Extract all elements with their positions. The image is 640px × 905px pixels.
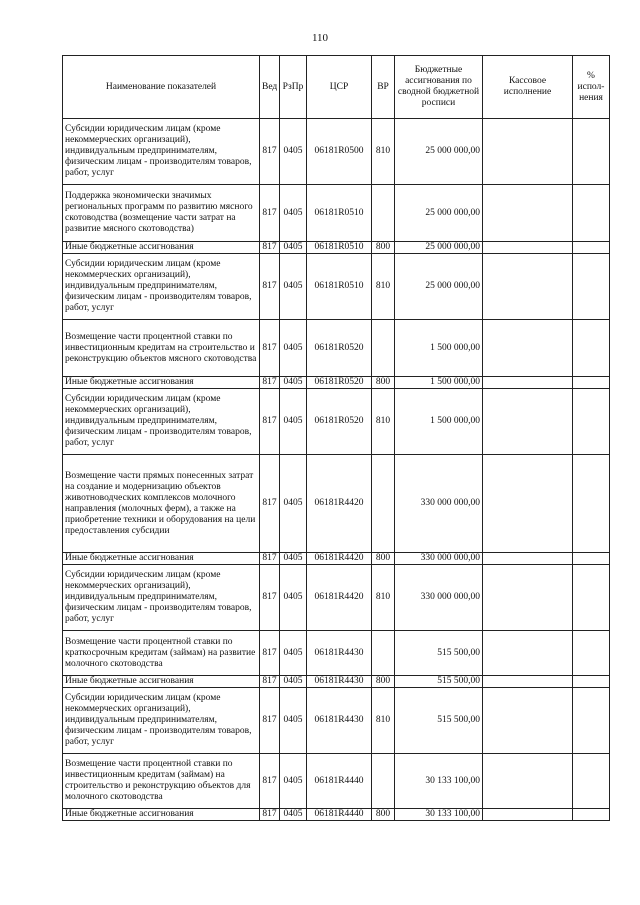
table-row xyxy=(63,553,610,565)
cell-budget: 1 500 000,00 xyxy=(395,320,483,377)
cell-ved: 817 xyxy=(260,377,280,389)
cell-vr: 800 xyxy=(372,676,395,688)
cell-ved: 817 xyxy=(260,565,280,631)
cell-rzpr: 0405 xyxy=(280,553,307,565)
cell-rzpr: 0405 xyxy=(280,119,307,185)
cell-name: Иные бюджетные ассигнования xyxy=(63,377,260,389)
cell-cash xyxy=(483,565,573,631)
cell-csr: 06181R0500 xyxy=(307,119,372,185)
cell-cash xyxy=(483,455,573,553)
cell-percent xyxy=(573,809,610,821)
cell-name: Возмещение части процентной ставки по краткосрочным кредитам (займам) на развитие молочного скотоводства xyxy=(63,631,260,676)
table-row xyxy=(63,688,610,754)
header-percent: % испол-нения xyxy=(573,56,610,119)
cell-percent xyxy=(573,389,610,455)
table-row xyxy=(63,185,610,242)
cell-name: Иные бюджетные ассигнования xyxy=(63,809,260,821)
cell-budget: 330 000 000,00 xyxy=(395,455,483,553)
cell-cash xyxy=(483,377,573,389)
cell-rzpr: 0405 xyxy=(280,185,307,242)
cell-budget: 515 500,00 xyxy=(395,631,483,676)
header-ved: Вед xyxy=(260,56,280,119)
header-csr: ЦСР xyxy=(307,56,372,119)
table-row xyxy=(63,242,610,254)
cell-ved: 817 xyxy=(260,688,280,754)
cell-csr: 06181R0510 xyxy=(307,254,372,320)
cell-budget: 30 133 100,00 xyxy=(395,809,483,821)
cell-rzpr: 0405 xyxy=(280,809,307,821)
cell-vr: 810 xyxy=(372,119,395,185)
cell-csr: 06181R4440 xyxy=(307,809,372,821)
cell-rzpr: 0405 xyxy=(280,242,307,254)
cell-name: Субсидии юридическим лицам (кроме некоммерческих организаций), индивидуальным предпринимателям, физическим лицам - производителям товаров, работ, услуг xyxy=(63,565,260,631)
table-row xyxy=(63,676,610,688)
cell-percent xyxy=(573,185,610,242)
cell-cash xyxy=(483,254,573,320)
cell-percent xyxy=(573,377,610,389)
header-vr: ВР xyxy=(372,56,395,119)
cell-budget: 330 000 000,00 xyxy=(395,553,483,565)
cell-percent xyxy=(573,254,610,320)
cell-vr: 800 xyxy=(372,553,395,565)
header-cash: Кассовое исполнение xyxy=(483,56,573,119)
cell-percent xyxy=(573,455,610,553)
page-number: 110 xyxy=(311,32,329,44)
cell-vr: 810 xyxy=(372,389,395,455)
cell-cash xyxy=(483,676,573,688)
cell-csr: 06181R0510 xyxy=(307,242,372,254)
cell-rzpr: 0405 xyxy=(280,631,307,676)
cell-name: Субсидии юридическим лицам (кроме некоммерческих организаций), индивидуальным предпринимателям, физическим лицам - производителям товаров, работ, услуг xyxy=(63,119,260,185)
cell-ved: 817 xyxy=(260,389,280,455)
cell-csr: 06181R4430 xyxy=(307,688,372,754)
cell-rzpr: 0405 xyxy=(280,754,307,809)
cell-vr: 810 xyxy=(372,254,395,320)
table-row xyxy=(63,754,610,809)
cell-name: Субсидии юридическим лицам (кроме некоммерческих организаций), индивидуальным предпринимателям, физическим лицам - производителям товаров, работ, услуг xyxy=(63,688,260,754)
cell-percent xyxy=(573,553,610,565)
table-row xyxy=(63,455,610,553)
cell-cash xyxy=(483,389,573,455)
cell-cash xyxy=(483,553,573,565)
header-name: Наименование показателей xyxy=(63,56,260,119)
cell-csr: 06181R0520 xyxy=(307,389,372,455)
cell-budget: 1 500 000,00 xyxy=(395,377,483,389)
cell-ved: 817 xyxy=(260,242,280,254)
cell-ved: 817 xyxy=(260,631,280,676)
cell-rzpr: 0405 xyxy=(280,254,307,320)
header-row xyxy=(63,56,610,119)
cell-cash xyxy=(483,754,573,809)
cell-budget: 25 000 000,00 xyxy=(395,254,483,320)
cell-csr: 06181R4430 xyxy=(307,631,372,676)
cell-ved: 817 xyxy=(260,676,280,688)
cell-budget: 25 000 000,00 xyxy=(395,119,483,185)
cell-budget: 30 133 100,00 xyxy=(395,754,483,809)
cell-ved: 817 xyxy=(260,553,280,565)
cell-vr: 800 xyxy=(372,809,395,821)
cell-name: Возмещение части прямых понесенных затрат на создание и модернизацию объектов животноводческих комплексов молочного направления (молочных ферм), а также на приобретение техники и оборудования на цели предоставления субсидии xyxy=(63,455,260,553)
cell-csr: 06181R0520 xyxy=(307,320,372,377)
table-row xyxy=(63,119,610,185)
cell-ved: 817 xyxy=(260,809,280,821)
cell-name: Иные бюджетные ассигнования xyxy=(63,242,260,254)
cell-budget: 25 000 000,00 xyxy=(395,242,483,254)
cell-percent xyxy=(573,119,610,185)
header-rzpr: РзПр xyxy=(280,56,307,119)
cell-csr: 06181R0520 xyxy=(307,377,372,389)
cell-csr: 06181R4420 xyxy=(307,553,372,565)
cell-budget: 1 500 000,00 xyxy=(395,389,483,455)
cell-vr xyxy=(372,754,395,809)
cell-cash xyxy=(483,631,573,676)
cell-csr: 06181R4420 xyxy=(307,455,372,553)
cell-budget: 515 500,00 xyxy=(395,688,483,754)
cell-percent xyxy=(573,565,610,631)
cell-vr xyxy=(372,185,395,242)
cell-percent xyxy=(573,688,610,754)
table-row xyxy=(63,809,610,821)
cell-name: Возмещение части процентной ставки по инвестиционным кредитам на строительство и реконструкцию объектов мясного скотоводства xyxy=(63,320,260,377)
cell-rzpr: 0405 xyxy=(280,688,307,754)
table-row xyxy=(63,631,610,676)
cell-rzpr: 0405 xyxy=(280,320,307,377)
cell-ved: 817 xyxy=(260,320,280,377)
cell-vr: 800 xyxy=(372,242,395,254)
table-row xyxy=(63,389,610,455)
cell-rzpr: 0405 xyxy=(280,377,307,389)
header-budget: Бюджетные ассигнования по сводной бюджетной росписи xyxy=(395,56,483,119)
cell-budget: 515 500,00 xyxy=(395,676,483,688)
cell-budget: 25 000 000,00 xyxy=(395,185,483,242)
cell-rzpr: 0405 xyxy=(280,565,307,631)
cell-percent xyxy=(573,676,610,688)
table-row xyxy=(63,565,610,631)
cell-csr: 06181R4420 xyxy=(307,565,372,631)
cell-vr xyxy=(372,320,395,377)
cell-cash xyxy=(483,688,573,754)
cell-rzpr: 0405 xyxy=(280,389,307,455)
cell-cash xyxy=(483,242,573,254)
cell-name: Иные бюджетные ассигнования xyxy=(63,676,260,688)
cell-name: Поддержка экономически значимых региональных программ по развитию мясного скотоводства (возмещение части затрат на развитие мясного скотоводства) xyxy=(63,185,260,242)
cell-name: Возмещение части процентной ставки по инвестиционным кредитам (займам) на строительство и реконструкцию объектов для молочного скотоводства xyxy=(63,754,260,809)
cell-csr: 06181R0510 xyxy=(307,185,372,242)
cell-csr: 06181R4430 xyxy=(307,676,372,688)
cell-rzpr: 0405 xyxy=(280,676,307,688)
cell-percent xyxy=(573,631,610,676)
cell-csr: 06181R4440 xyxy=(307,754,372,809)
cell-cash xyxy=(483,809,573,821)
cell-name: Субсидии юридическим лицам (кроме некоммерческих организаций), индивидуальным предпринимателям, физическим лицам - производителям товаров, работ, услуг xyxy=(63,389,260,455)
cell-name: Иные бюджетные ассигнования xyxy=(63,553,260,565)
cell-rzpr: 0405 xyxy=(280,455,307,553)
cell-ved: 817 xyxy=(260,185,280,242)
cell-cash xyxy=(483,185,573,242)
cell-percent xyxy=(573,754,610,809)
cell-vr: 800 xyxy=(372,377,395,389)
cell-ved: 817 xyxy=(260,254,280,320)
cell-percent xyxy=(573,242,610,254)
table-row xyxy=(63,254,610,320)
cell-name: Субсидии юридическим лицам (кроме некоммерческих организаций), индивидуальным предпринимателям, физическим лицам - производителям товаров, работ, услуг xyxy=(63,254,260,320)
table-row xyxy=(63,377,610,389)
cell-vr: 810 xyxy=(372,688,395,754)
cell-cash xyxy=(483,320,573,377)
cell-percent xyxy=(573,320,610,377)
cell-budget: 330 000 000,00 xyxy=(395,565,483,631)
cell-cash xyxy=(483,119,573,185)
cell-vr xyxy=(372,631,395,676)
cell-ved: 817 xyxy=(260,455,280,553)
cell-ved: 817 xyxy=(260,119,280,185)
cell-vr xyxy=(372,455,395,553)
budget-table xyxy=(62,55,610,821)
table-row xyxy=(63,320,610,377)
cell-vr: 810 xyxy=(372,565,395,631)
cell-ved: 817 xyxy=(260,754,280,809)
